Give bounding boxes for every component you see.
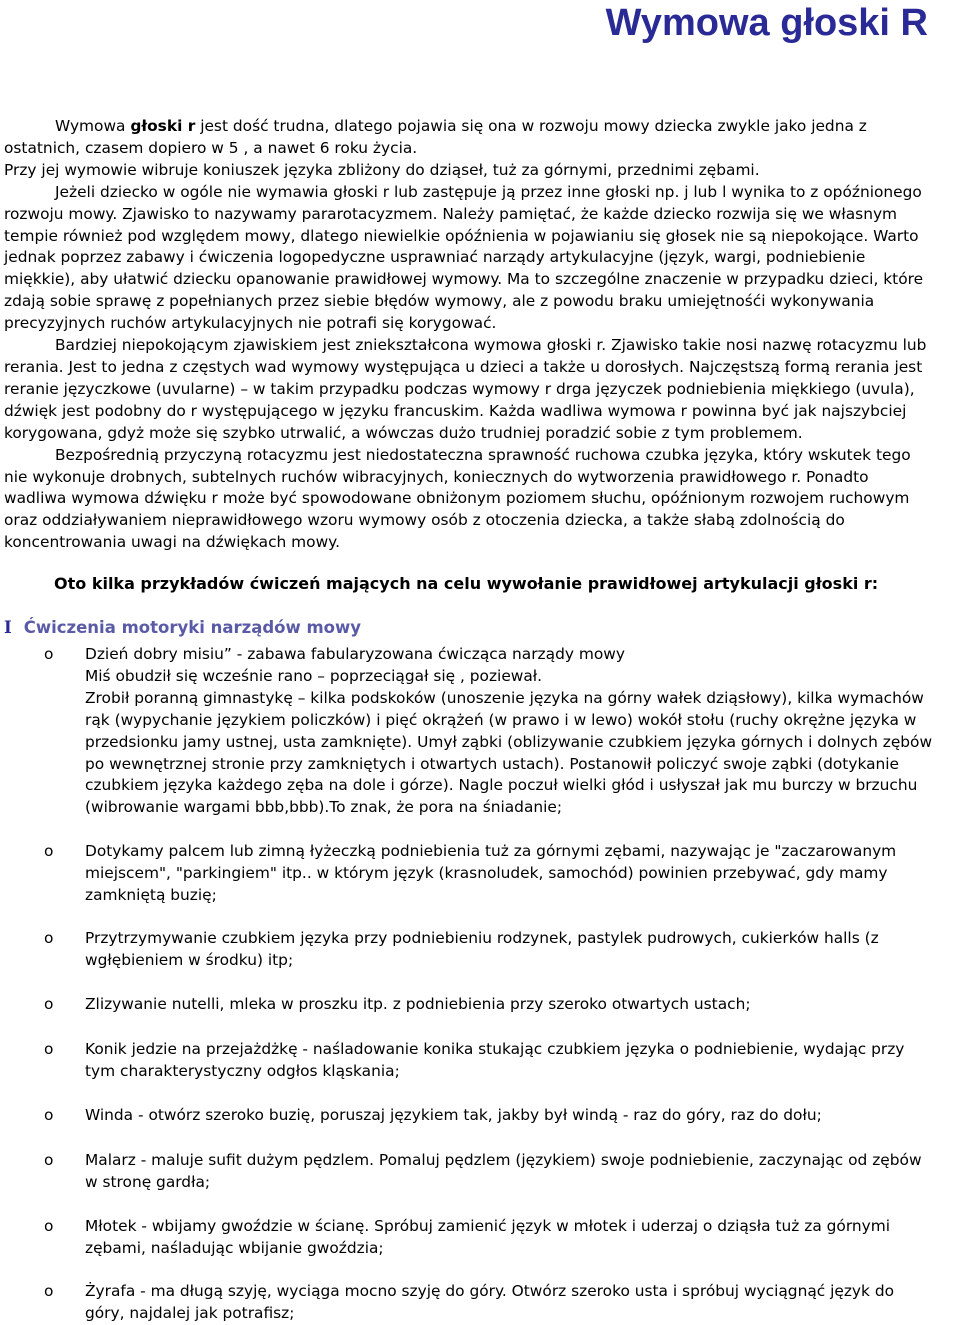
intro-line: nie wykonuje drobnych, subtelnych ruchów wibracyjnych, koniecznych do wytworzenia prawidłowego r. Ponadto [4,467,869,486]
bullet-icon: o [44,645,54,663]
intro-line: tempie również pod względem mowy, dlatego niewielkie opóźnienia w pojawianiu się głosek nie są niepokojące. Warto [4,226,919,245]
exercises-heading: Oto kilka przykładów ćwiczeń mających na celu wywołanie prawidłowej artykulacji głoski r: [54,574,879,593]
item-line: Zlizywanie nutelli, mleka w proszku itp. z podniebienia przy szeroko otwartych ustach; [85,995,751,1013]
item-line: Przytrzymywanie czubkiem języka przy podniebieniu rodzynek, pastylek pudrowych, cukierków halls (z [85,929,879,947]
bold-term: głoski r [130,117,196,135]
bullet-icon: o [44,929,54,947]
item-line: zębami, naśladując wbijanie gwoździa; [85,1238,384,1257]
intro-line: ostatnich, czasem dopiero w 5 , a nawet 6 roku życia. [4,138,418,157]
intro-line: korygowana, gdyż może się szybko utrwalić, a wówczas dużo trudniej poradzić sobie z tym problemem. [4,423,803,442]
section-numeral: I [4,618,12,637]
item-line: Zrobił poranną gimnastykę – kilka podskoków (unoszenie języka na górny wałek dziąsłowy), kilka wymachów [85,688,924,707]
item-line: po wewnętrznej stronie przy zamkniętych i otwartych ustach). Postanowił policzyć swoje ząbki (dotykanie [85,754,900,773]
item-line: Dotykamy palcem lub zimną łyżeczką podniebienia tuż za górnymi zębami, nazywając je "zaczarowanym [85,842,897,860]
item-line: (wibrowanie wargami bbb,bbb).To znak, że pora na śniadanie; [85,798,563,817]
intro-line: Bezpośrednią przyczyną rotacyzmu jest niedostateczna sprawność ruchowa czubka języka, który wskutek tego [55,445,911,464]
intro-line: Bardziej niepokojącym zjawiskiem jest zniekształcona wymowa głoski r. Zjawisko takie nosi nazwę rotacyzmu lub [55,336,927,355]
bullet-icon: o [44,1151,54,1169]
intro-line: koncentrowania uwagi na dźwiękach mowy. [4,533,340,552]
item-line: Żyrafa - ma długą szyję, wyciąga mocno szyję do góry. Otwórz szeroko usta i spróbuj wyciągnąć język do [85,1282,895,1300]
item-line: Konik jedzie na przejażdżkę - naśladowanie konika stukając czubkiem języka o podniebienie, wydając przy [85,1040,905,1058]
intro-line [4,116,958,138]
intro-line: wadliwa wymowa dźwięku r może być spowodowane obniżonym poziomem słuchu, opóźnionym rozwojem ruchowym [4,489,910,508]
bullet-icon: o [44,842,54,860]
item-line: Malarz - maluje sufit dużym pędzlem. Pomaluj pędzlem (językiem) swoje podniebienie, zaczynając od zębów [85,1151,922,1169]
bullet-icon: o [44,995,54,1013]
item-line: Dzień dobry misiu” - zabawa fabularyzowana ćwicząca narządy mowy [85,645,625,663]
item-line: przedsionku jamy ustnej, usta zamknięte). Umył ząbki (oblizywanie czubkiem języka górnych i dolnych zębów [85,732,933,751]
intro-line: rerania. Jest to jedna z częstych wad wymowy występująca u dzieci a także u dorosłych. Najczęstszą formą rerania jest [4,357,923,376]
intro-text [4,116,958,554]
item-line: zamkniętą buzię; [85,885,217,904]
intro-line: jednak poprzez zabawy i ćwiczenia logopedyczne usprawniać narządy artykulacyjne (język, wargi, podniebienie [4,248,866,267]
item-line: Winda - otwórz szeroko buzię, poruszaj językiem tak, jakby był windą - raz do góry, raz do dołu; [85,1106,822,1124]
intro-line: Jeżeli dziecko w ogóle nie wymawia głoski r lub zastępuje ją przez inne głoski np. j lub l wynika to z opóźnionego [55,182,922,201]
item-line: miejscem", "parkingiem" itp.. w którym język (krasnoludek, samochód) powinien przebywać, gdy mamy [85,863,888,882]
text-span: rozwoju mowy. Zjawisko to nazywamy pararotacyzmem. [4,204,438,223]
section-heading [4,617,361,639]
text-span: Należy pamiętać, że każde dziecko rozwija się we własnym [437,204,898,223]
item-line: tym charakterystyczny odgłos kląskania; [85,1061,400,1080]
item-line: Miś obudził się wcześnie rano – poprzeciągał się , poziewał. [85,666,543,685]
intro-line: zdają sobie sprawę z popełnianych przez siebie błędów wymowy, ale z powodu braku umiejętnośći wykonywania [4,292,875,311]
item-line: czubkiem języka każdego zęba na dole i górze). Nagle poczuł wielki głód i usłyszał jak mu burczy w brzuchu [85,776,918,795]
item-line: wgłębieniem w środku) itp; [85,950,294,969]
intro-line: miękkie), aby ułatwić dziecku opanowanie prawidłowej wymowy. Ma to szczególne znaczenie w przypadku dzieci, które [4,270,924,289]
bullet-icon: o [44,1282,54,1300]
section-title: Ćwiczenia motoryki narządów mowy [23,618,362,637]
intro-line: Przy jej wymowie wibruje koniuszek języka zbliżony do dziąseł, tuż za górnymi, przednimi zębami. [4,160,760,179]
intro-line: reranie języczkowe (uvularne) – w takim przypadku podczas wymowy r drga języczek podniebienia miękkiego (uvula), [4,379,915,398]
intro-line: precyzyjnych ruchów artykulacyjnych nie potrafi się korygować. [4,314,497,333]
text-span: jest dość trudna, dlatego pojawia się ona w rozwoju mowy dziecka zwykle jako jedna z [195,117,867,135]
item-line: rąk (wypychanie językiem policzków) i pięć okrążeń (w prawo i w lewo) wokół stołu (ruchy okrężne języka w [85,710,917,729]
bullet-icon: o [44,1040,54,1058]
item-line: w stronę gardła; [85,1172,211,1191]
item-line: góry, najdalej jak potrafisz; [85,1303,295,1322]
bullet-icon: o [44,1106,54,1124]
page-title: Wymowa głoski R [605,2,928,44]
item-line: Młotek - wbijamy gwoździe w ścianę. Spróbuj zamienić język w młotek i uderzaj o dziąsła tuż za górnymi [85,1217,891,1235]
intro-line [4,204,958,226]
text-span: Wymowa [55,117,131,135]
bullet-icon: o [44,1217,54,1235]
intro-line: dźwięk jest podobny do r występującego w języku francuskim. Każda wadliwa wymowa r powinna być jak najszybciej [4,401,907,420]
intro-line: oraz oddziaływaniem nieprawidłowego wzoru wymowy osób z otoczenia dziecka, a także słabą zdolnością do [4,511,845,530]
